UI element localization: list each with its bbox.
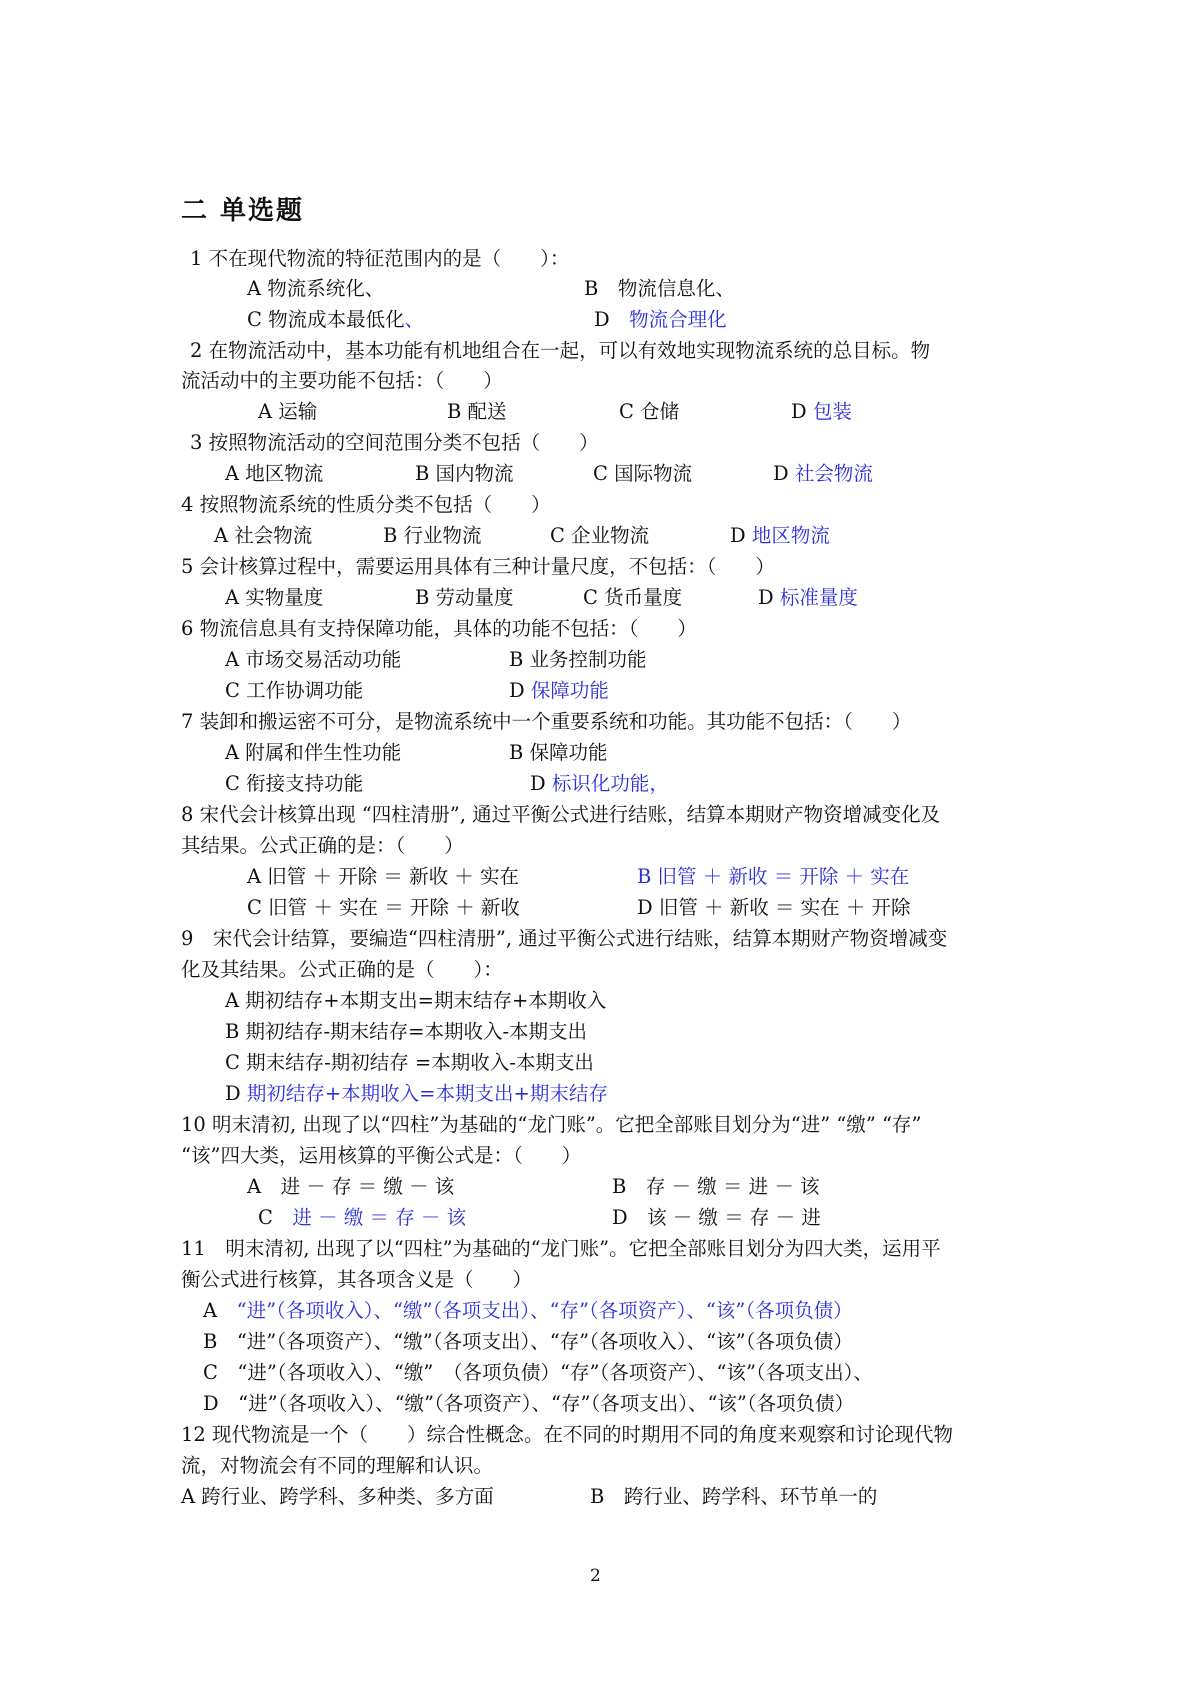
page-number: 2 xyxy=(590,1566,601,1586)
q11-option-d: D “进”（各项收入）、“缴”（各项资产）、“存”（各项支出）、“该”（各项负债） xyxy=(203,1392,855,1415)
q11-option-a: A “进”（各项收入）、“缴”（各项支出）、“存”（各项资产）、“该”（各项负债） xyxy=(203,1299,853,1322)
answer-highlight: 社会物流 xyxy=(794,462,873,485)
q1-option-a: A 物流系统化、 xyxy=(247,277,385,300)
answer-highlight: 标识化功能， xyxy=(551,772,669,795)
q2-option-d: D 包装 xyxy=(791,400,852,423)
q5-option-b: B 劳动量度 xyxy=(415,586,514,609)
q8-option-d: D 旧管 ＋ 新收 ＝ 实在 ＋ 开除 xyxy=(637,896,911,919)
answer-highlight: 标准量度 xyxy=(779,586,858,609)
q8-option-b: B 旧管 ＋ 新收 ＝ 开除 ＋ 实在 xyxy=(637,865,910,888)
answer-highlight: 物流合理化 xyxy=(629,308,727,331)
q6-stem: 6 物流信息具有支持保障功能，具体的功能不包括：（ ） xyxy=(181,617,697,640)
q5-option-a: A 实物量度 xyxy=(225,586,324,609)
q4-option-b: B 行业物流 xyxy=(383,524,482,547)
q5-stem: 5 会计核算过程中，需要运用具体有三种计量尺度，不包括：（ ） xyxy=(181,555,775,578)
q6-option-d: D 保障功能 xyxy=(509,679,609,702)
q4-stem: 4 按照物流系统的性质分类不包括（ ） xyxy=(181,493,551,516)
q10-option-a: A 进 － 存 ＝ 缴 － 该 xyxy=(247,1175,455,1198)
q10-stem-line2: “该”四大类，运用核算的平衡公式是：（ ） xyxy=(181,1144,582,1167)
q9-option-a: A 期初结存+本期支出=期末结存+本期收入 xyxy=(225,989,607,1012)
q3-option-b: B 国内物流 xyxy=(415,462,514,485)
q9-option-c: C 期末结存-期初结存 =本期收入-本期支出 xyxy=(225,1051,594,1074)
q2-stem-line1: 2 在物流活动中，基本功能有机地组合在一起，可以有效地实现物流系统的总目标。物 xyxy=(190,339,931,362)
q8-option-c: C 旧管 ＋ 实在 ＝ 开除 ＋ 新收 xyxy=(247,896,520,919)
q4-option-a: A 社会物流 xyxy=(214,524,313,547)
q6-option-c: C 工作协调功能 xyxy=(225,679,364,702)
q11-stem-line1: 11 明末清初, 出现了以“四柱”为基础的“龙门账”。它把全部账目划分为四大类，运用平 xyxy=(181,1237,941,1260)
q10-option-d: D 该 － 缴 ＝ 存 － 进 xyxy=(612,1206,821,1229)
q6-option-b: B 业务控制功能 xyxy=(509,648,647,671)
q3-option-c: C 国际物流 xyxy=(593,462,693,485)
q9-stem-line2: 化及其结果。公式正确的是（ ）： xyxy=(181,958,503,981)
q2-option-b: B 配送 xyxy=(447,400,507,423)
q12-stem-line1: 12 现代物流是一个（ ）综合性概念。在不同的时期用不同的角度来观察和讨论现代物 xyxy=(181,1423,954,1446)
q9-stem-line1: 9 宋代会计结算，要编造“四柱清册”, 通过平衡公式进行结账，结算本期财产物资增减变 xyxy=(181,927,948,950)
q6-option-a: A 市场交易活动功能 xyxy=(225,648,402,671)
q8-stem-line2: 其结果。公式正确的是：（ ） xyxy=(181,834,464,857)
q9-option-b: B 期初结存-期末结存=本期收入-本期支出 xyxy=(225,1020,588,1043)
q7-option-c: C 衔接支持功能 xyxy=(225,772,364,795)
q4-option-c: C 企业物流 xyxy=(550,524,650,547)
q12-option-a: A 跨行业、跨学科、多种类、多方面 xyxy=(181,1485,494,1508)
q1-option-b: B 物流信息化、 xyxy=(584,277,735,300)
q7-option-d: D 标识化功能， xyxy=(530,772,669,795)
q8-stem-line1: 8 宋代会计核算出现 “四柱清册”, 通过平衡公式进行结账，结算本期财产物资增减变化及 xyxy=(181,803,941,826)
q10-option-b: B 存 － 缴 ＝ 进 － 该 xyxy=(612,1175,820,1198)
q5-option-c: C 货币量度 xyxy=(583,586,683,609)
answer-highlight: 包装 xyxy=(812,400,852,423)
q7-option-a: A 附属和伴生性功能 xyxy=(225,741,402,764)
q1-stem: 1 不在现代物流的特征范围内的是（ ）： xyxy=(190,247,570,270)
q9-option-d: D 期初结存+本期收入=本期支出+期末结存 xyxy=(225,1082,608,1105)
q2-option-c: C 仓储 xyxy=(619,400,680,423)
answer-highlight: 进 － 缴 ＝ 存 － 该 xyxy=(292,1206,467,1229)
q12-option-b: B 跨行业、跨学科、环节单一的 xyxy=(590,1485,878,1508)
q2-stem-line2: 流活动中的主要功能不包括：（ ） xyxy=(181,369,503,392)
answer-highlight: 保障功能 xyxy=(530,679,609,702)
q1-option-c: C 物流成本最低化、 xyxy=(247,308,425,331)
q10-option-c: C 进 － 缴 ＝ 存 － 该 xyxy=(258,1206,467,1229)
q3-stem: 3 按照物流活动的空间范围分类不包括（ ） xyxy=(190,431,599,454)
q10-stem-line1: 10 明末清初, 出现了以“四柱”为基础的“龙门账”。它把全部账目划分为“进” “缴” “存” xyxy=(181,1113,922,1136)
q7-option-b: B 保障功能 xyxy=(509,741,608,764)
q7-stem: 7 装卸和搬运密不可分，是物流系统中一个重要系统和功能。其功能不包括：（ ） xyxy=(181,710,912,733)
q11-option-c: C “进”（各项收入）、“缴” （各项负债）“存”（各项资产）、“该”（各项支出）、 xyxy=(203,1361,873,1384)
q11-stem-line2: 衡公式进行核算，其各项含义是（ ） xyxy=(181,1268,533,1291)
q12-stem-line2: 流，对物流会有不同的理解和认识。 xyxy=(181,1454,494,1477)
answer-highlight: “进”（各项收入）、“缴”（各项支出）、“存”（各项资产）、“该”（各项负债） xyxy=(236,1299,853,1322)
q3-option-d: D 社会物流 xyxy=(773,462,873,485)
answer-highlight: 地区物流 xyxy=(751,524,830,547)
q4-option-d: D 地区物流 xyxy=(730,524,830,547)
q5-option-d: D 标准量度 xyxy=(758,586,858,609)
q3-option-a: A 地区物流 xyxy=(225,462,324,485)
q8-option-a: A 旧管 ＋ 开除 ＝ 新收 ＋ 实在 xyxy=(247,865,519,888)
q11-option-b: B “进”（各项资产）、“缴”（各项支出）、“存”（各项收入）、“该”（各项负债） xyxy=(203,1330,853,1353)
q1-option-d: D 物流合理化 xyxy=(594,308,727,331)
answer-highlight: 期初结存+本期收入=本期支出+期末结存 xyxy=(246,1082,608,1105)
section-heading: 二 单选题 xyxy=(181,196,305,226)
q2-option-a: A 运输 xyxy=(258,400,318,423)
